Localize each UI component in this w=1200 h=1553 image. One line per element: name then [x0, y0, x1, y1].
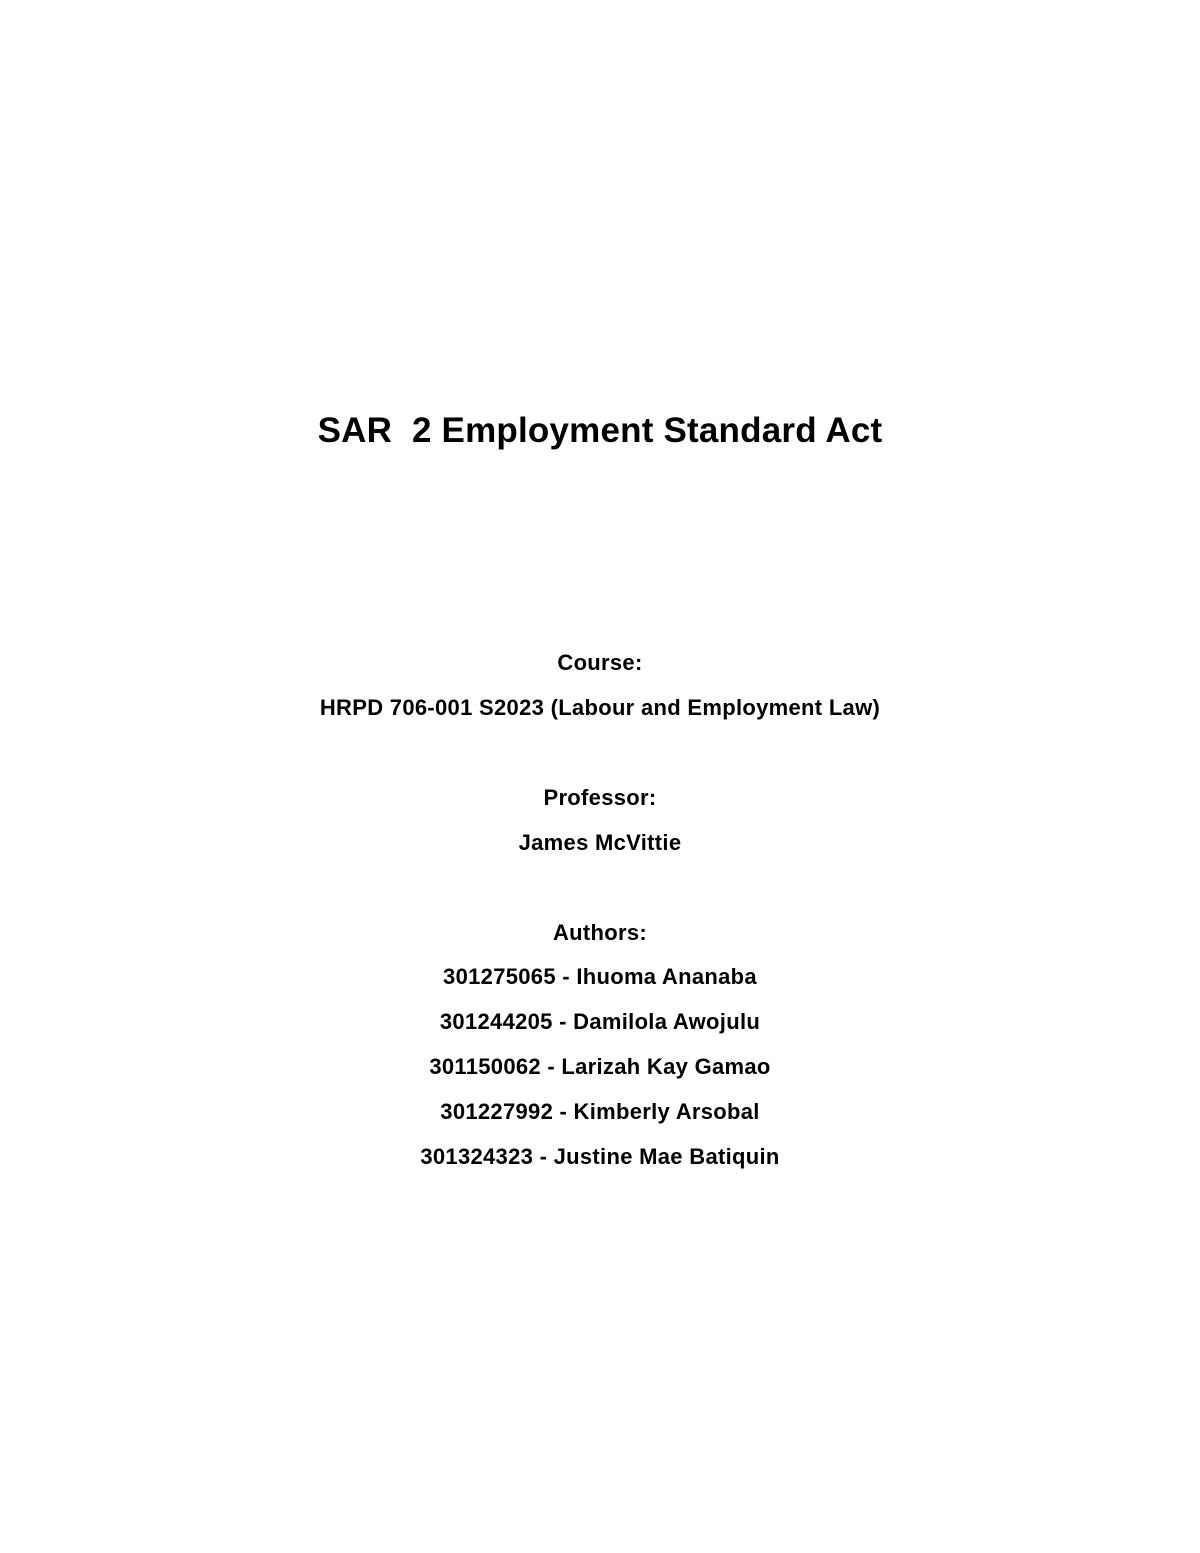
course-label: Course: — [557, 650, 643, 675]
document-title: SAR 2 Employment Standard Act — [317, 411, 883, 450]
author-entry: 301275065 - Ihuoma Ananaba — [443, 964, 757, 989]
authors-label: Authors: — [552, 920, 648, 945]
author-entry: 301150062 - Larizah Kay Gamao — [429, 1054, 771, 1079]
author-entry: 301324323 - Justine Mae Batiquin — [420, 1144, 780, 1169]
professor-label: Professor: — [543, 785, 657, 810]
author-entry: 301227992 - Kimberly Arsobal — [440, 1099, 760, 1124]
professor-value: James McVittie — [518, 830, 682, 855]
course-value: HRPD 706-001 S2023 (Labour and Employment Law) — [319, 695, 881, 720]
author-entry: 301244205 - Damilola Awojulu — [439, 1009, 761, 1034]
